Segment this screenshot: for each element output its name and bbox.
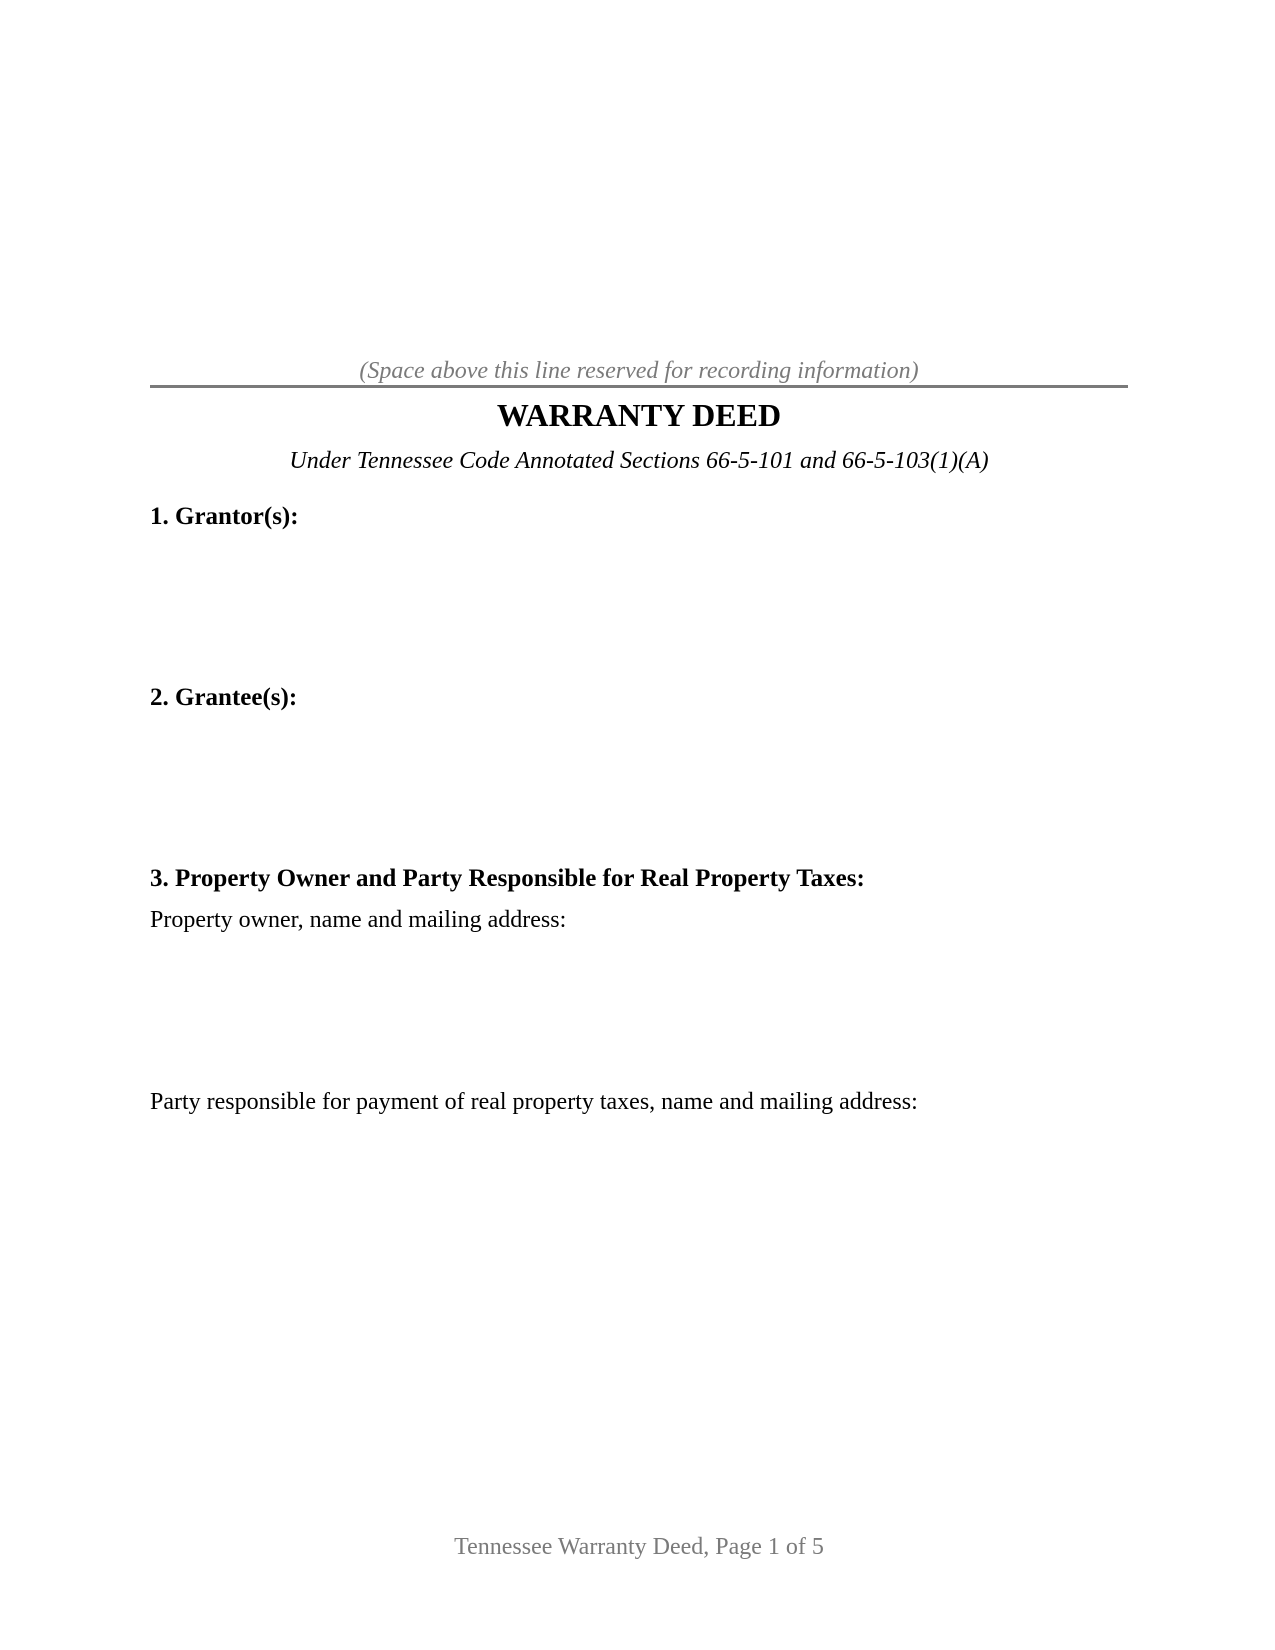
grantee-heading: 2. Grantee(s): <box>150 684 298 711</box>
page-footer: Tennessee Warranty Deed, Page 1 of 5 <box>454 1534 824 1560</box>
document-subtitle: Under Tennessee Code Annotated Sections 66-5-101 and 66-5-103(1)(A) <box>289 448 989 474</box>
property-owner-label: Property owner, name and mailing address: <box>150 907 567 933</box>
property-owner-heading: 3. Property Owner and Party Responsible for Real Property Taxes: <box>150 865 865 892</box>
document-title: WARRANTY DEED <box>496 397 782 433</box>
recording-space-note: (Space above this line reserved for recording information) <box>359 358 919 384</box>
recording-divider-line <box>150 385 1128 388</box>
grantor-heading: 1. Grantor(s): <box>150 503 299 530</box>
tax-party-label: Party responsible for payment of real property taxes, name and mailing address: <box>150 1089 918 1115</box>
